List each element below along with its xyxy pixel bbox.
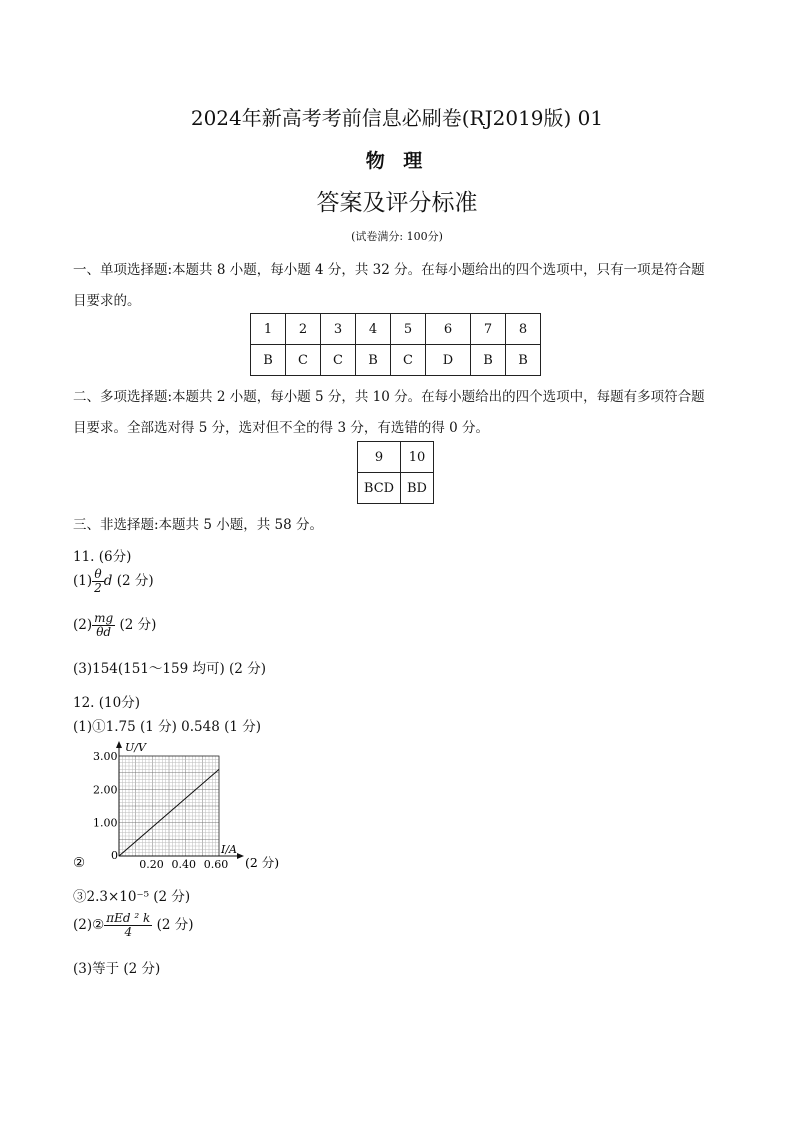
- u-i-graph: [73, 738, 293, 878]
- fraction: [104, 912, 152, 939]
- q12-part3: ③2.3×10⁻⁵ (2 分): [73, 889, 191, 905]
- question-number: 4: [356, 314, 391, 345]
- answer-cell: C: [391, 345, 426, 376]
- question-number: 5: [391, 314, 426, 345]
- section1-answer-table: [250, 313, 541, 376]
- answer-heading: 答案及评分标准: [316, 190, 478, 216]
- q12-label: 12. (10分): [73, 695, 140, 711]
- q12-part1: (1)①1.75 (1 分) 0.548 (1 分): [73, 719, 262, 735]
- subject-title: 物 理: [365, 150, 429, 172]
- answer-cell: B: [471, 345, 506, 376]
- question-number: 9: [358, 442, 401, 473]
- question-number: 1: [251, 314, 286, 345]
- fraction-numerator: πEd ² k: [106, 911, 151, 925]
- x-axis-label: I/A: [221, 843, 237, 856]
- question-number: 3: [321, 314, 356, 345]
- question-number: 10: [401, 442, 434, 473]
- answer-cell: B: [356, 345, 391, 376]
- section2-instructions: 二、多项选择题:本题共 2 小题，每小题 5 分，共 10 分。在每小题给出的四个选项中，每题有多项符合题: [73, 389, 705, 405]
- part-score: (2 分): [119, 617, 157, 633]
- answer-cell: BD: [401, 473, 434, 504]
- q12-part5: (3)等于 (2 分): [73, 961, 161, 977]
- q11-part3: (3)154(151～159 均可) (2 分): [73, 661, 266, 677]
- table-row: [358, 473, 434, 504]
- part-score: (2 分): [156, 917, 194, 933]
- y-axis-arrow-icon: [116, 741, 122, 748]
- answer-cell: B: [251, 345, 286, 376]
- y-tick-label: 3.00: [93, 750, 118, 763]
- question-number: 8: [506, 314, 541, 345]
- full-score-note: (试卷满分: 100分): [351, 230, 443, 243]
- part-prefix: (2)②: [73, 917, 105, 933]
- part-prefix: (2): [73, 617, 93, 633]
- y-axis-label: U/V: [125, 741, 146, 754]
- answer-cell: C: [321, 345, 356, 376]
- section2-answer-table: [357, 441, 434, 504]
- q11-part1: [73, 568, 154, 595]
- q12-part4: [73, 912, 194, 939]
- variable-d: d: [103, 573, 113, 589]
- question-number: 2: [286, 314, 321, 345]
- q12-part2-score: (2 分): [245, 855, 280, 870]
- fraction-numerator: mg: [94, 611, 114, 625]
- y-tick-label: 1.00: [93, 816, 118, 830]
- x-tick-label: 0.20: [139, 858, 164, 871]
- x-axis-arrow-icon: [237, 853, 244, 859]
- document-title: 2024年新高考考前信息必刷卷(RJ2019版) 01: [190, 106, 604, 130]
- origin-label: 0: [111, 849, 118, 862]
- table-row: [358, 442, 434, 473]
- fraction-denominator: θd: [96, 625, 112, 639]
- answer-cell: C: [286, 345, 321, 376]
- chart-grid: [119, 756, 219, 856]
- fraction: [92, 568, 104, 595]
- x-tick-label: 0.40: [171, 858, 197, 871]
- fraction: [92, 612, 115, 639]
- section2-instructions-cont: 目要求。全部选对得 5 分，选对但不全的得 3 分，有选错的得 0 分。: [73, 420, 490, 436]
- table-row: [251, 345, 541, 376]
- q12-part2-prefix: ②: [73, 855, 86, 871]
- part-prefix: (1): [73, 573, 93, 589]
- answer-cell: BCD: [358, 473, 401, 504]
- x-tick-label: 0.60: [203, 858, 229, 871]
- question-number: 7: [471, 314, 506, 345]
- question-number: 6: [426, 314, 471, 345]
- answer-cell: B: [506, 345, 541, 376]
- section1-instructions-cont: 目要求的。: [73, 293, 141, 309]
- fraction-denominator: 2: [94, 581, 102, 595]
- table-row: [251, 314, 541, 345]
- fraction-denominator: 4: [124, 925, 133, 939]
- answer-cell: D: [426, 345, 471, 376]
- fraction-numerator: θ: [92, 568, 104, 582]
- y-tick-label: 2.00: [93, 783, 118, 797]
- section1-instructions: 一、单项选择题:本题共 8 小题，每小题 4 分，共 32 分。在每小题给出的四个选项中，只有一项是符合题: [73, 262, 705, 278]
- section3-instructions: 三、非选择题:本题共 5 小题，共 58 分。: [73, 517, 323, 533]
- q11-part2: [73, 612, 156, 639]
- q11-label: 11. (6分): [73, 549, 132, 565]
- part-score: (2 分): [116, 573, 154, 589]
